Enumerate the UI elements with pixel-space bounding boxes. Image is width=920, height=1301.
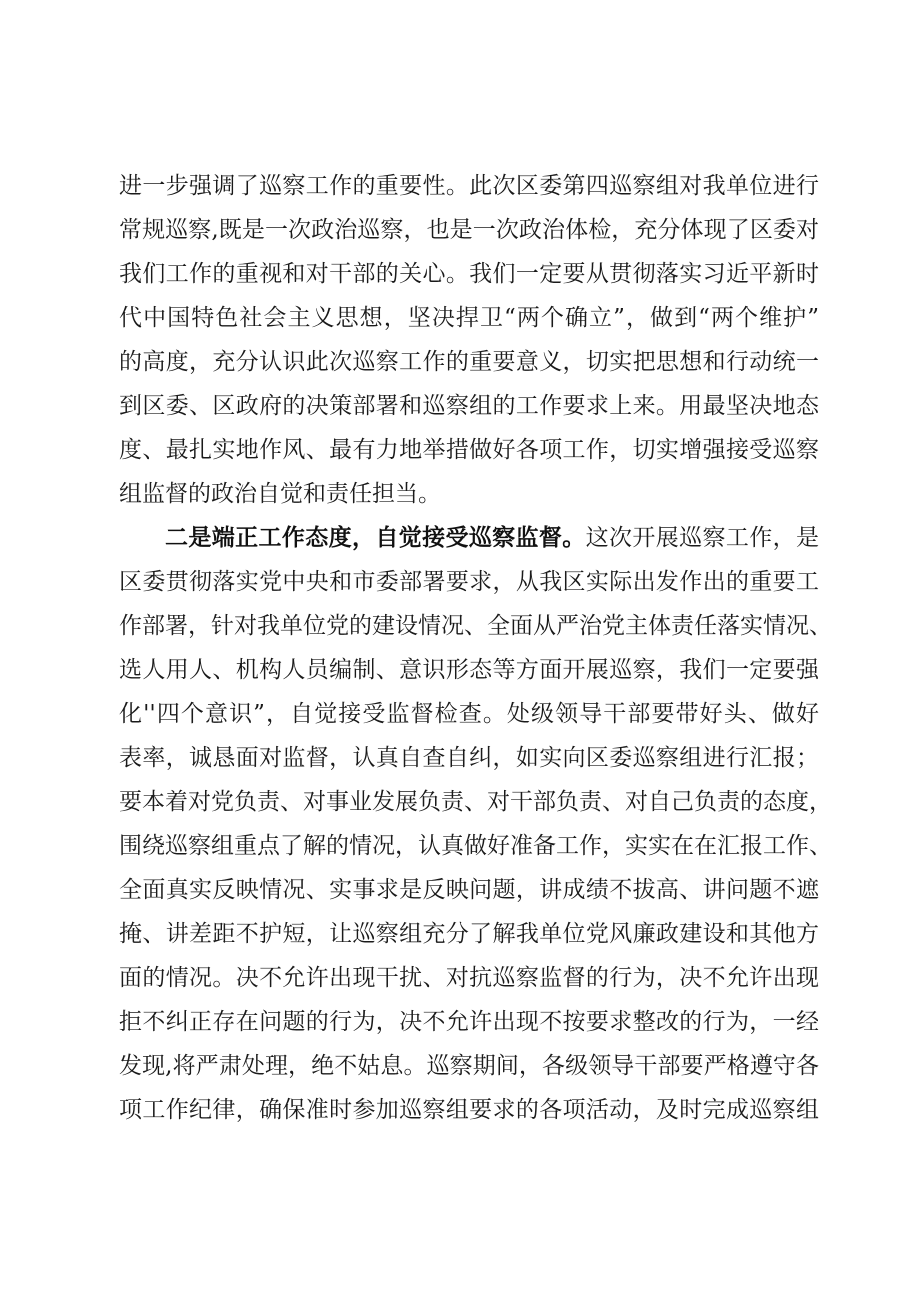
paragraph-line: 面的情况。决不允许出现干扰、对抗巡察监督的行为，决不允许出现 — [119, 965, 819, 991]
paragraph-line: 到区委、区政府的决策部署和巡察组的工作要求上来。用最坚决地态 — [119, 393, 819, 419]
paragraph-line: 作部署，针对我单位党的建设情况、全面从严治党主体责任落实情况、 — [119, 613, 832, 639]
paragraph-line: 进一步强调了巡察工作的重要性。此次区委第四巡察组对我单位进行 — [119, 173, 819, 199]
paragraph-first-line-text: 这次开展巡察工作，是 — [585, 525, 820, 551]
paragraph-line: 全面真实反映情况、实事求是反映问题，讲成绩不拔高、讲问题不遮 — [119, 877, 819, 903]
paragraph-first-line — [165, 518, 819, 558]
paragraph-line: 区委贯彻落实党中央和市委部署要求，从我区实际出发作出的重要工 — [119, 569, 819, 595]
paragraph-line: 拒不纠正存在问题的行为，决不允许出现不按要求整改的行为，一经 — [119, 1009, 819, 1035]
paragraph-line: 要本着对党负责、对事业发展负责、对干部负责、对自己负责的态度， — [119, 789, 832, 815]
paragraph-line: 化''四个意识”，自觉接受监督检查。处级领导干部要带好头、做好 — [119, 701, 819, 727]
paragraph-heading: 二是端正工作态度，自觉接受巡察监督。 — [165, 524, 586, 551]
paragraph-line: 选人用人、机构人员编制、意识形态等方面开展巡察，我们一定要强 — [119, 657, 819, 683]
paragraph-line: 表率，诚恳面对监督，认真自查自纠，如实向区委巡察组进行汇报； — [119, 745, 819, 771]
paragraph-line: 掩、讲差距不护短，让巡察组充分了解我单位党风廉政建设和其他方 — [119, 921, 819, 947]
paragraph-line: 的高度，充分认识此次巡察工作的重要意义，切实把思想和行动统一 — [119, 349, 819, 375]
paragraph-line: 代中国特色社会主义思想，坚决捍卫“两个确立”，做到“两个维护” — [119, 305, 819, 331]
paragraph-line: 项工作纪律，确保准时参加巡察组要求的各项活动，及时完成巡察组 — [119, 1097, 819, 1123]
paragraph-line: 我们工作的重视和对干部的关心。我们一定要从贯彻落实习近平新时 — [119, 261, 819, 287]
paragraph-line: 围绕巡察组重点了解的情况，认真做好准备工作，实实在在汇报工作、 — [119, 833, 832, 859]
paragraph-line: 发现,将严肃处理，绝不姑息。巡察期间，各级领导干部要严格遵守各 — [119, 1053, 819, 1079]
paragraph-line: 常规巡察,既是一次政治巡察，也是一次政治体检，充分体现了区委对 — [119, 217, 819, 243]
paragraph-line: 组监督的政治自觉和责任担当。 — [119, 481, 441, 507]
paragraph-line: 度、最扎实地作风、最有力地举措做好各项工作，切实增强接受巡察 — [119, 437, 819, 463]
